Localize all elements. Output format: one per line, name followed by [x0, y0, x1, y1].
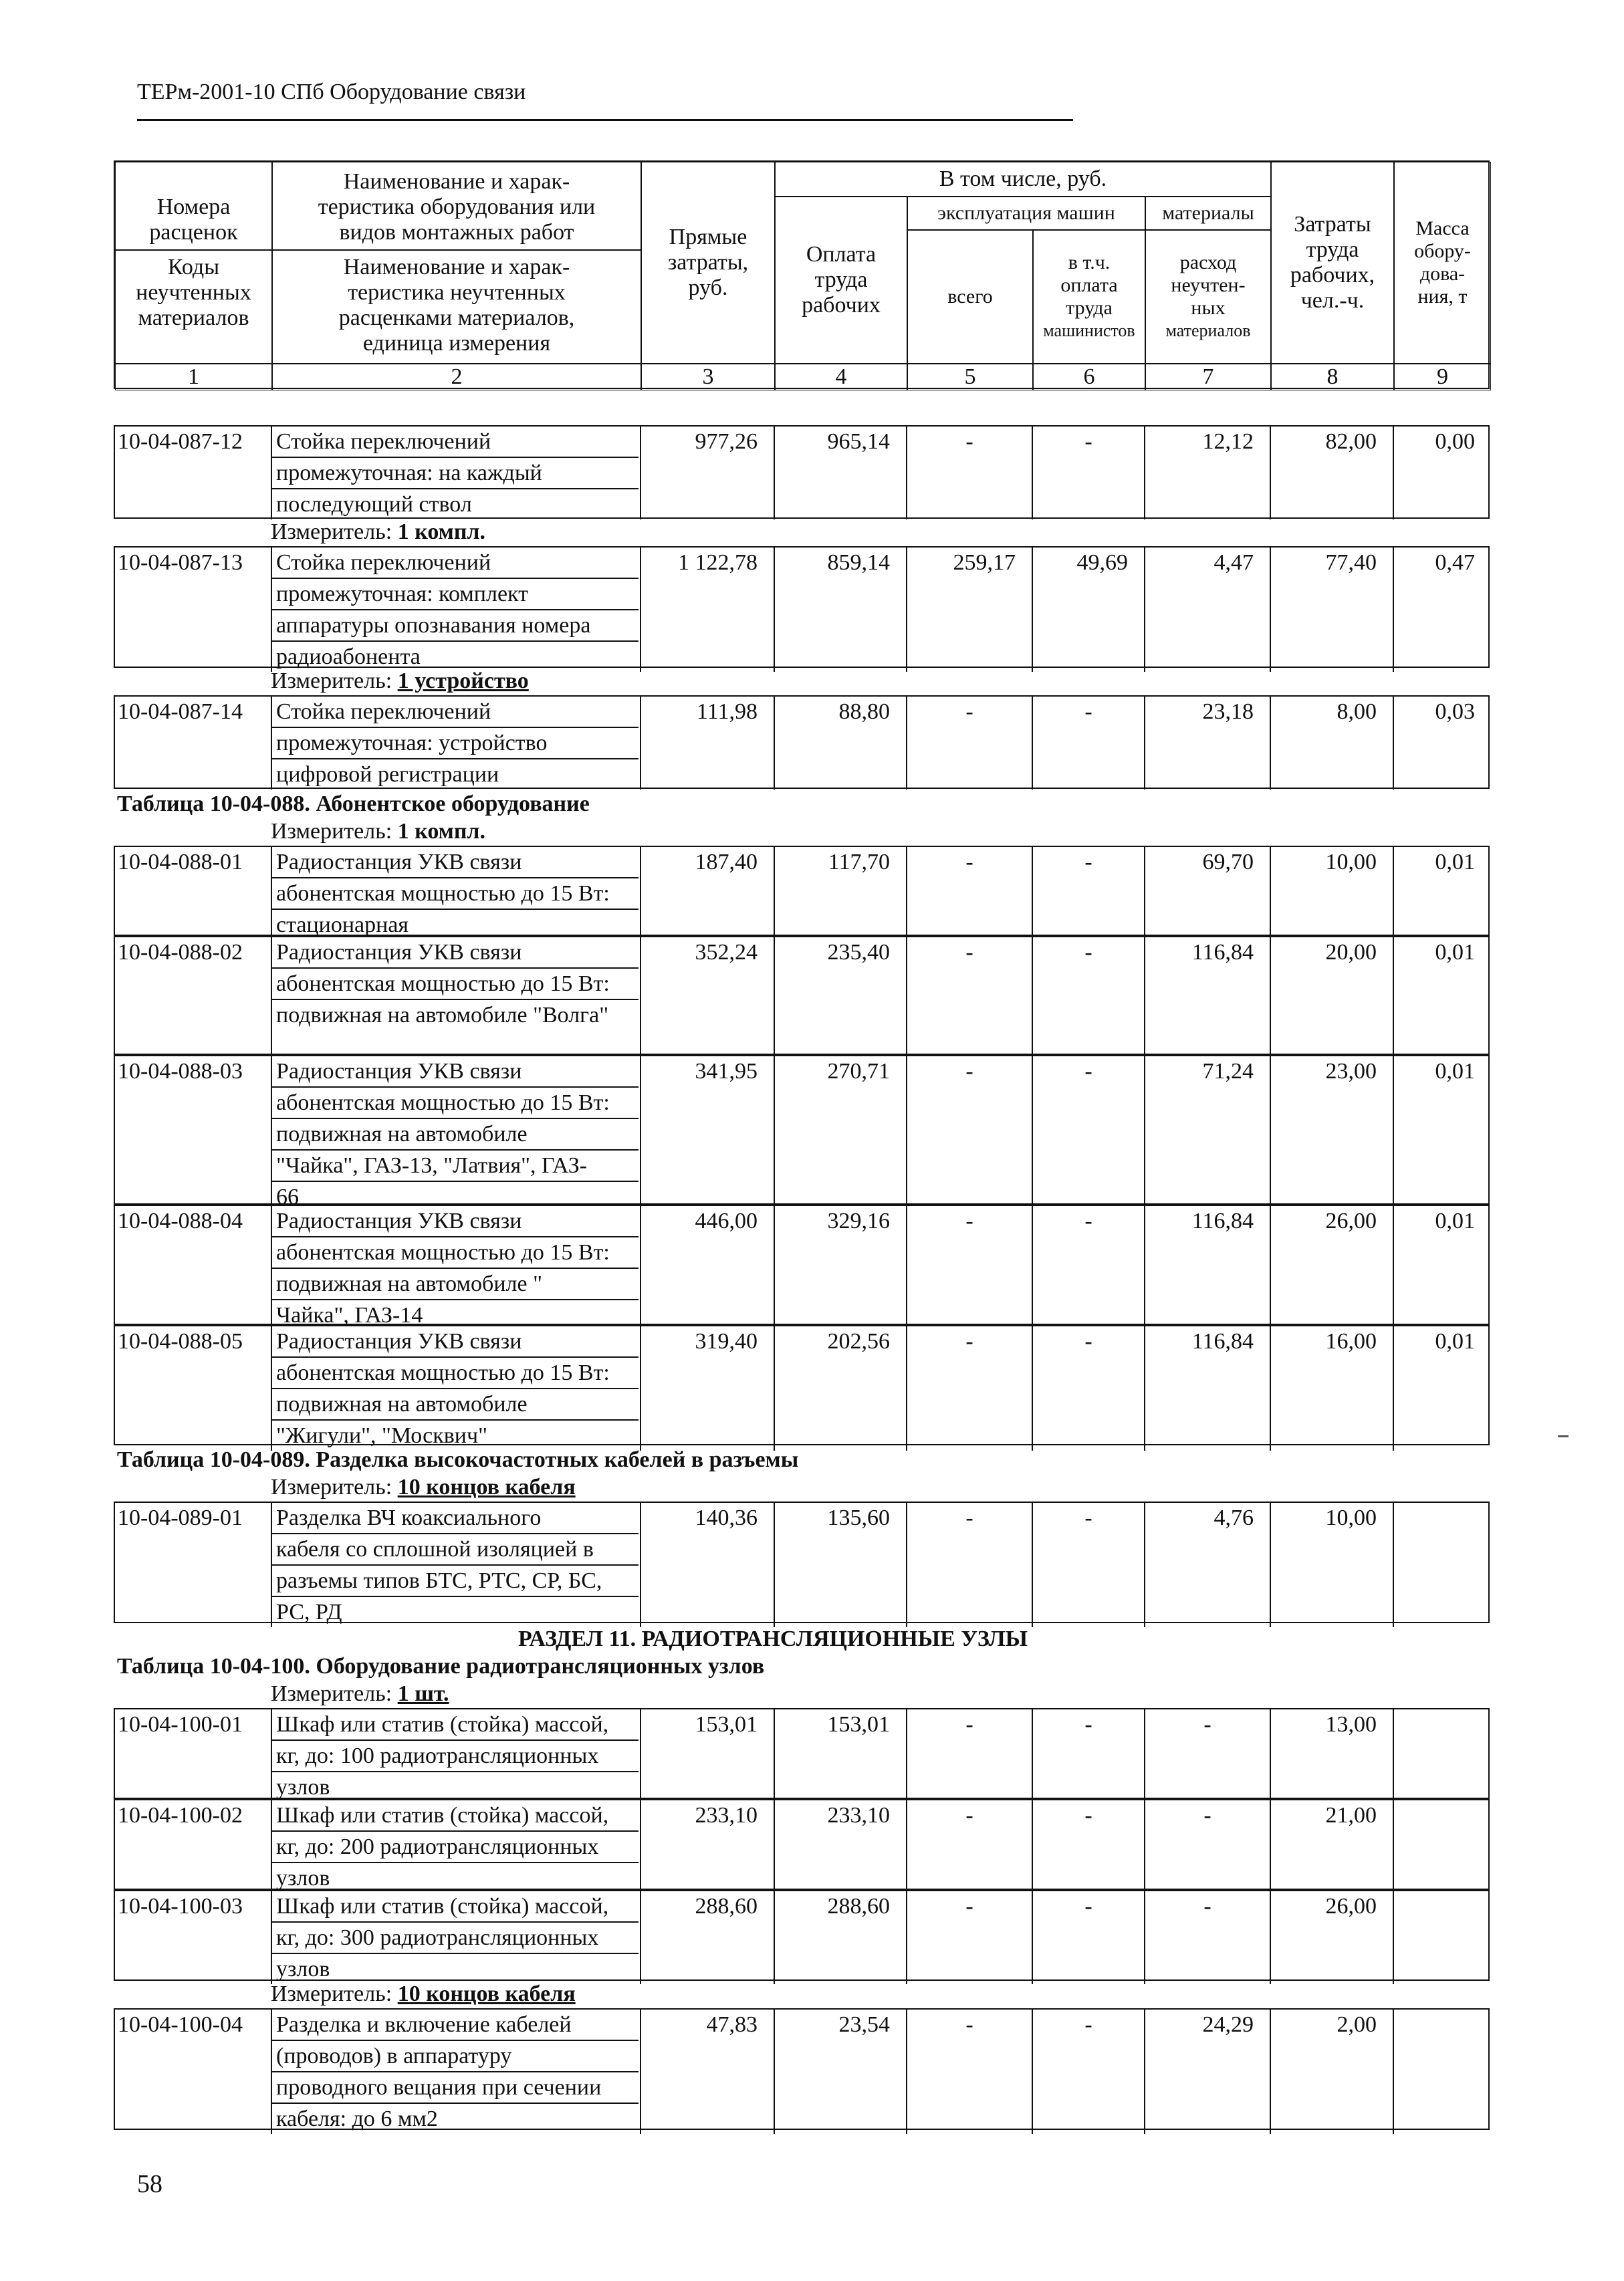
- rate-code: 10-04-089-01: [115, 1503, 272, 1627]
- rate-code: 10-04-088-04: [115, 1206, 272, 1330]
- equipment-mass: [1394, 2010, 1491, 2134]
- direct-costs: 352,24: [641, 937, 775, 1054]
- operator-pay: -: [1033, 427, 1145, 519]
- work-description: Стойка переключений промежуточная: на каждый последующий ствол: [272, 427, 641, 519]
- materials: 24,29: [1145, 2010, 1271, 2134]
- meter-line: Измеритель: 1 шт.: [271, 1681, 449, 1706]
- machines-total: -: [907, 1709, 1033, 1802]
- equipment-mass: 0,01: [1435, 850, 1475, 874]
- machines-total: -: [907, 427, 1033, 519]
- machines-total: -: [907, 1503, 1033, 1627]
- materials: 69,70: [1145, 847, 1271, 940]
- direct-costs: 446,00: [641, 1206, 775, 1330]
- col-header-materials: материалы: [1145, 197, 1271, 230]
- equipment-mass: 0,01: [1435, 1059, 1475, 1084]
- rate-code: 10-04-088-05: [115, 1326, 272, 1451]
- equipment-mass: [1394, 1891, 1491, 1984]
- table-header: [114, 160, 1490, 389]
- labor-hours: 10,00: [1271, 847, 1394, 940]
- work-description: Шкаф или статив (стойка) массой, кг, до: 100 радиотрансляционных узлов: [272, 1709, 641, 1802]
- page-number: 58: [137, 2170, 162, 2198]
- rate-code: 10-04-100-03: [115, 1891, 272, 1984]
- work-description: Стойка переключений промежуточная: комплект аппаратуры опознавания номера радиоабонента: [272, 548, 641, 672]
- work-description: Радиостанция УКВ связи абонентская мощностью до 15 Вт: подвижная на автомобиле "Чайка", ГАЗ-13, "Латвия", ГАЗ- 66: [272, 1056, 641, 1212]
- operator-pay: -: [1033, 1206, 1145, 1330]
- rate-code: 10-04-100-02: [115, 1800, 272, 1893]
- direct-costs: 319,40: [641, 1326, 775, 1451]
- labor-pay: 233,10: [775, 1800, 907, 1893]
- labor-pay: 235,40: [775, 937, 907, 1054]
- work-description: Стойка переключений промежуточная: устройство цифровой регистрации: [272, 697, 641, 790]
- meter-line: Измеритель: 1 компл.: [271, 819, 486, 844]
- table-row: [114, 1708, 1490, 1799]
- materials: 116,84: [1145, 937, 1271, 1054]
- table-row: [114, 695, 1490, 789]
- work-description: Шкаф или статив (стойка) массой, кг, до: 200 радиотрансляционных узлов: [272, 1800, 641, 1893]
- machines-total: -: [907, 697, 1033, 790]
- labor-pay: 135,60: [775, 1503, 907, 1627]
- operator-pay: -: [1033, 1800, 1145, 1893]
- labor-hours: 20,00: [1271, 937, 1394, 1054]
- work-description: Разделка и включение кабелей (проводов) в аппаратуру проводного вещания при сечении кабеля: до 6 мм2: [272, 2010, 641, 2134]
- direct-costs: 111,98: [641, 697, 775, 790]
- labor-hours: 77,40: [1271, 548, 1394, 672]
- equipment-mass: 0,03: [1435, 699, 1475, 724]
- labor-hours: 2,00: [1271, 2010, 1394, 2134]
- machines-total: -: [907, 1800, 1033, 1893]
- table-row: [114, 1799, 1490, 1890]
- col-number: 5: [907, 364, 1033, 390]
- rate-code: 10-04-100-01: [115, 1709, 272, 1802]
- labor-pay: 859,14: [775, 548, 907, 672]
- operator-pay: -: [1033, 847, 1145, 940]
- labor-hours: 26,00: [1271, 1891, 1394, 1984]
- col-number: 4: [775, 364, 907, 390]
- equipment-mass: 0,01: [1435, 940, 1475, 965]
- direct-costs: 1 122,78: [641, 548, 775, 672]
- rate-code: 10-04-088-03: [115, 1056, 272, 1212]
- labor-hours: 21,00: [1271, 1800, 1394, 1893]
- equipment-mass: 0,01: [1435, 1209, 1475, 1233]
- work-description: Радиостанция УКВ связи абонентская мощностью до 15 Вт: подвижная на автомобиле " Чайка", ГАЗ-14: [272, 1206, 641, 1330]
- operator-pay: -: [1033, 1326, 1145, 1451]
- work-description: Шкаф или статив (стойка) массой, кг, до: 300 радиотрансляционных узлов: [272, 1891, 641, 1984]
- col-number: 1: [115, 364, 272, 390]
- direct-costs: 341,95: [641, 1056, 775, 1212]
- col-header-codes: Номера расценок Коды неучтенных материалов: [115, 162, 272, 364]
- labor-pay: 202,56: [775, 1326, 907, 1451]
- col-header-name: Наименование и харак- теристика оборудования или видов монтажных работ Наименование и харак- теристика неучтенных расценками материалов, единица измерения: [272, 162, 641, 364]
- table-row: [114, 1325, 1490, 1448]
- table-row: [114, 2008, 1490, 2130]
- rate-code: 10-04-087-13: [115, 548, 272, 672]
- col-header-direct-costs: Прямые затраты, руб.: [641, 162, 775, 364]
- materials: 4,47: [1145, 548, 1271, 672]
- materials: 116,84: [1145, 1206, 1271, 1330]
- table-row: [114, 846, 1490, 936]
- operator-pay: -: [1033, 937, 1145, 1054]
- rate-code: 10-04-088-01: [115, 847, 272, 940]
- materials: 23,18: [1145, 697, 1271, 790]
- labor-hours: 82,00: [1271, 427, 1394, 519]
- operator-pay: -: [1033, 1709, 1145, 1802]
- machines-total: -: [907, 847, 1033, 940]
- table-row: [114, 425, 1490, 519]
- labor-hours: 10,00: [1271, 1503, 1394, 1627]
- direct-costs: 977,26: [641, 427, 775, 519]
- rate-code: 10-04-087-12: [115, 427, 272, 519]
- table-caption: Таблица 10-04-089. Разделка высокочастотных кабелей в разъемы: [117, 1447, 799, 1472]
- machines-total: -: [907, 1056, 1033, 1212]
- col-header-unaccounted-materials: расход неучтен- ных материалов: [1145, 230, 1271, 364]
- meter-line: Измеритель: 1 компл.: [271, 519, 486, 544]
- operator-pay: -: [1033, 1503, 1145, 1627]
- labor-hours: 23,00: [1271, 1056, 1394, 1212]
- section-heading: РАЗДЕЛ 11. РАДИОТРАНСЛЯЦИОННЫЕ УЗЛЫ: [518, 1627, 1028, 1651]
- labor-pay: 23,54: [775, 2010, 907, 2134]
- work-description: Радиостанция УКВ связи абонентская мощностью до 15 Вт: подвижная на автомобиле "Волга": [272, 937, 641, 1054]
- table-row: [114, 546, 1490, 668]
- equipment-mass: 0,00: [1435, 429, 1475, 454]
- col-header-machines: эксплуатация машин: [907, 197, 1145, 230]
- table-row: [114, 1890, 1490, 1981]
- direct-costs: 288,60: [641, 1891, 775, 1984]
- labor-hours: 26,00: [1271, 1206, 1394, 1330]
- direct-costs: 153,01: [641, 1709, 775, 1802]
- equipment-mass: 0,47: [1435, 550, 1475, 575]
- table-row: [114, 1205, 1490, 1328]
- direct-costs: 187,40: [641, 847, 775, 940]
- operator-pay: -: [1033, 2010, 1145, 2134]
- table-row: [114, 936, 1490, 1055]
- meter-line: Измеритель: 10 концов кабеля: [271, 1982, 576, 2006]
- col-number: 2: [272, 364, 641, 390]
- labor-hours: 16,00: [1271, 1326, 1394, 1451]
- machines-total: 259,17: [907, 548, 1033, 672]
- labor-hours: 8,00: [1271, 697, 1394, 790]
- table-row: [114, 1055, 1490, 1209]
- labor-pay: 288,60: [775, 1891, 907, 1984]
- col-header-mass: Масса обору- дова- ния, т: [1394, 162, 1491, 364]
- scan-mark: [1558, 1435, 1569, 1437]
- col-header-labor-hours: Затраты труда рабочих, чел.-ч.: [1271, 162, 1394, 364]
- labor-pay: 117,70: [775, 847, 907, 940]
- equipment-mass: [1394, 1503, 1491, 1627]
- col-number: 7: [1145, 364, 1271, 390]
- document-title: ТЕРм-2001-10 СПб Оборудование связи: [137, 80, 526, 104]
- machines-total: -: [907, 1891, 1033, 1984]
- col-header-machines-total: всего: [907, 230, 1033, 364]
- equipment-mass: [1394, 1709, 1491, 1802]
- machines-total: -: [907, 1326, 1033, 1451]
- machines-total: -: [907, 2010, 1033, 2134]
- title-divider: [137, 119, 1073, 121]
- equipment-mass: 0,01: [1435, 1329, 1475, 1354]
- labor-pay: 88,80: [775, 697, 907, 790]
- labor-hours: 13,00: [1271, 1709, 1394, 1802]
- materials: 116,84: [1145, 1326, 1271, 1451]
- col-number: 6: [1033, 364, 1145, 390]
- col-number: 9: [1394, 364, 1491, 390]
- col-header-operator-pay: в т.ч. оплата труда машинистов: [1033, 230, 1145, 364]
- materials: -: [1145, 1891, 1271, 1984]
- labor-pay: 270,71: [775, 1056, 907, 1212]
- materials: 4,76: [1145, 1503, 1271, 1627]
- rate-code: 10-04-088-02: [115, 937, 272, 1054]
- col-number: 3: [641, 364, 775, 390]
- table-caption: Таблица 10-04-088. Абонентское оборудование: [117, 792, 590, 816]
- work-description: Радиостанция УКВ связи абонентская мощностью до 15 Вт: стационарная: [272, 847, 641, 940]
- direct-costs: 233,10: [641, 1800, 775, 1893]
- table-caption: Таблица 10-04-100. Оборудование радиотрансляционных узлов: [117, 1654, 765, 1679]
- operator-pay: -: [1033, 697, 1145, 790]
- machines-total: -: [907, 1206, 1033, 1330]
- col-header-group: В том числе, руб.: [775, 162, 1271, 197]
- meter-line: Измеритель: 1 устройство: [271, 669, 529, 693]
- work-description: Разделка ВЧ коаксиального кабеля со сплошной изоляцией в разъемы типов БТС, РТС, СР, БС, РС, РД: [272, 1503, 641, 1627]
- labor-pay: 153,01: [775, 1709, 907, 1802]
- rate-code: 10-04-087-14: [115, 697, 272, 790]
- rate-code: 10-04-100-04: [115, 2010, 272, 2134]
- operator-pay: -: [1033, 1891, 1145, 1984]
- direct-costs: 140,36: [641, 1503, 775, 1627]
- meter-line: Измеритель: 10 концов кабеля: [271, 1475, 576, 1499]
- operator-pay: -: [1033, 1056, 1145, 1212]
- direct-costs: 47,83: [641, 2010, 775, 2134]
- labor-pay: 329,16: [775, 1206, 907, 1330]
- materials: 71,24: [1145, 1056, 1271, 1212]
- machines-total: -: [907, 937, 1033, 1054]
- table-row: [114, 1502, 1490, 1623]
- operator-pay: 49,69: [1033, 548, 1145, 672]
- col-header-labor-pay: Оплата труда рабочих: [775, 197, 907, 364]
- materials: 12,12: [1145, 427, 1271, 519]
- col-number: 8: [1271, 364, 1394, 390]
- materials: -: [1145, 1709, 1271, 1802]
- equipment-mass: [1394, 1800, 1491, 1893]
- work-description: Радиостанция УКВ связи абонентская мощностью до 15 Вт: подвижная на автомобиле "Жигули", "Москвич": [272, 1326, 641, 1451]
- materials: -: [1145, 1800, 1271, 1893]
- labor-pay: 965,14: [775, 427, 907, 519]
